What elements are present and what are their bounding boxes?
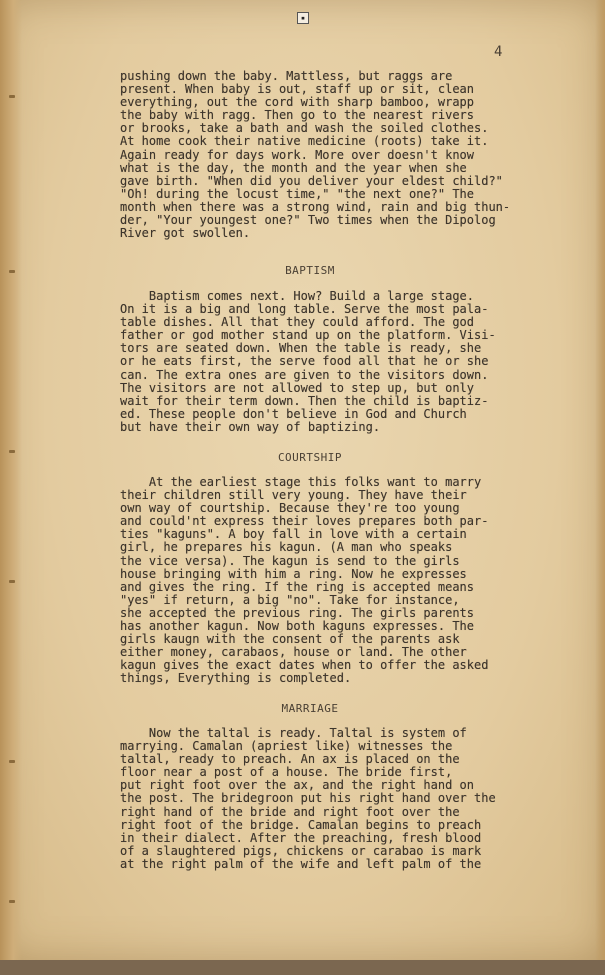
text-line: everything, out the cord with sharp bamboo, wrapp (120, 95, 475, 110)
intro-paragraph (120, 70, 510, 240)
text-line: their children still very young. They have their (120, 488, 467, 503)
text-line: River got swollen. (120, 226, 251, 241)
text-line: present. When baby is out, staff up or sit, clean (120, 82, 475, 97)
text-line: has another kagun. Now both kaguns expresses. The (120, 619, 475, 634)
text-line: girl, he prepares his kagun. (A man who speaks (120, 540, 453, 555)
text-line: things, Everything is completed. (120, 671, 352, 686)
text-line: and could'nt express their loves prepares both par- (120, 514, 489, 529)
baptism-paragraph (120, 290, 496, 434)
text-line: Again ready for days work. More over doesn't know (120, 147, 475, 162)
page-edge-right (595, 0, 605, 960)
text-line: she accepted the previous ring. The girls parents (120, 605, 475, 620)
text-line: the post. The bridegroon put his right hand over the (120, 791, 496, 806)
page-number: 4 (494, 44, 503, 60)
text-line: can. The extra ones are given to the visitors down. (120, 367, 489, 382)
text-line: tors are seated down. When the table is ready, she (120, 341, 482, 356)
text-line: "yes" if return, a big "no". Take for instance, (120, 592, 460, 607)
heading-marriage: MARRIAGE (281, 702, 339, 715)
text-line: kagun gives the exact dates when to offer the asked (120, 658, 489, 673)
text-line: ties "kaguns". A boy fall in love with a certain (120, 527, 467, 542)
text-line: own way of courtship. Because they're too young (120, 501, 460, 516)
text-line: and gives the ring. If the ring is accepted means (120, 579, 475, 594)
text-line: marrying. Camalan (apriest like) witnesses the (120, 739, 453, 754)
text-line: taltal, ready to preach. An ax is placed on the (120, 752, 460, 767)
text-line: Now the taltal is ready. Taltal is system of (120, 726, 467, 740)
text-line: The visitors are not allowed to step up, but only (120, 380, 475, 395)
text-line: at the right palm of the wife and left palm of the (120, 856, 482, 871)
text-line: girls kaugn with the consent of the parents ask (120, 632, 460, 647)
text-line: At home cook their native medicine (roots) take it. (120, 134, 489, 149)
text-line: what is the day, the month and the year when she (120, 160, 467, 175)
text-line: the vice versa). The kagun is send to the girls (120, 553, 460, 568)
text-line: of a slaughtered pigs, chickens or carabao is mark (120, 843, 482, 858)
heading-courtship: COURTSHIP (277, 451, 343, 464)
text-line: the baby with ragg. Then go to the nearest rivers (120, 108, 475, 123)
binding-edge (0, 0, 22, 960)
text-line: On it is a big and long table. Serve the most pala- (120, 302, 489, 317)
text-line: "Oh! during the locust time," "the next one?" The (120, 186, 475, 201)
text-line: table dishes. All that they could afford. The god (120, 315, 475, 330)
scan-mark: ▪ (297, 12, 309, 24)
text-line: or brooks, take a bath and wash the soiled clothes. (120, 121, 489, 136)
text-line: Baptism comes next. How? Build a large stage. (120, 289, 475, 303)
text-line: in their dialect. After the preaching, fresh blood (120, 830, 482, 845)
heading-baptism: BAPTISM (285, 264, 335, 277)
text-line: At the earliest stage this folks want to marry (120, 475, 482, 489)
text-line: pushing down the baby. Mattless, but raggs are (120, 69, 453, 83)
marriage-paragraph (120, 727, 496, 871)
text-line: gave birth. "When did you deliver your eldest child?" (120, 173, 503, 188)
scan-border-bottom (0, 960, 605, 975)
text-line: or he eats first, the serve food all that he or she (120, 354, 489, 369)
text-line: month when there was a strong wind, rain and big thun- (120, 199, 511, 214)
courtship-paragraph (120, 476, 488, 686)
text-line: put right foot over the ax, and the right hand on (120, 778, 475, 793)
text-line: but have their own way of baptizing. (120, 419, 381, 434)
text-line: floor near a post of a house. The bride first, (120, 765, 453, 780)
text-line: either money, carabaos, house or land. The other (120, 645, 467, 660)
text-line: ed. These people don't believe in God and Church (120, 406, 467, 421)
text-line: father or god mother stand up on the platform. Visi- (120, 328, 496, 343)
text-line: house bringing with him a ring. Now he expresses (120, 566, 467, 581)
text-line: right foot of the bridge. Camalan begins to preach (120, 817, 482, 832)
text-line: wait for their term down. Then the child is baptiz- (120, 393, 489, 408)
text-line: der, "Your youngest one?" Two times when the Dipolog (120, 213, 496, 228)
text-line: right hand of the bride and right foot over the (120, 804, 460, 819)
